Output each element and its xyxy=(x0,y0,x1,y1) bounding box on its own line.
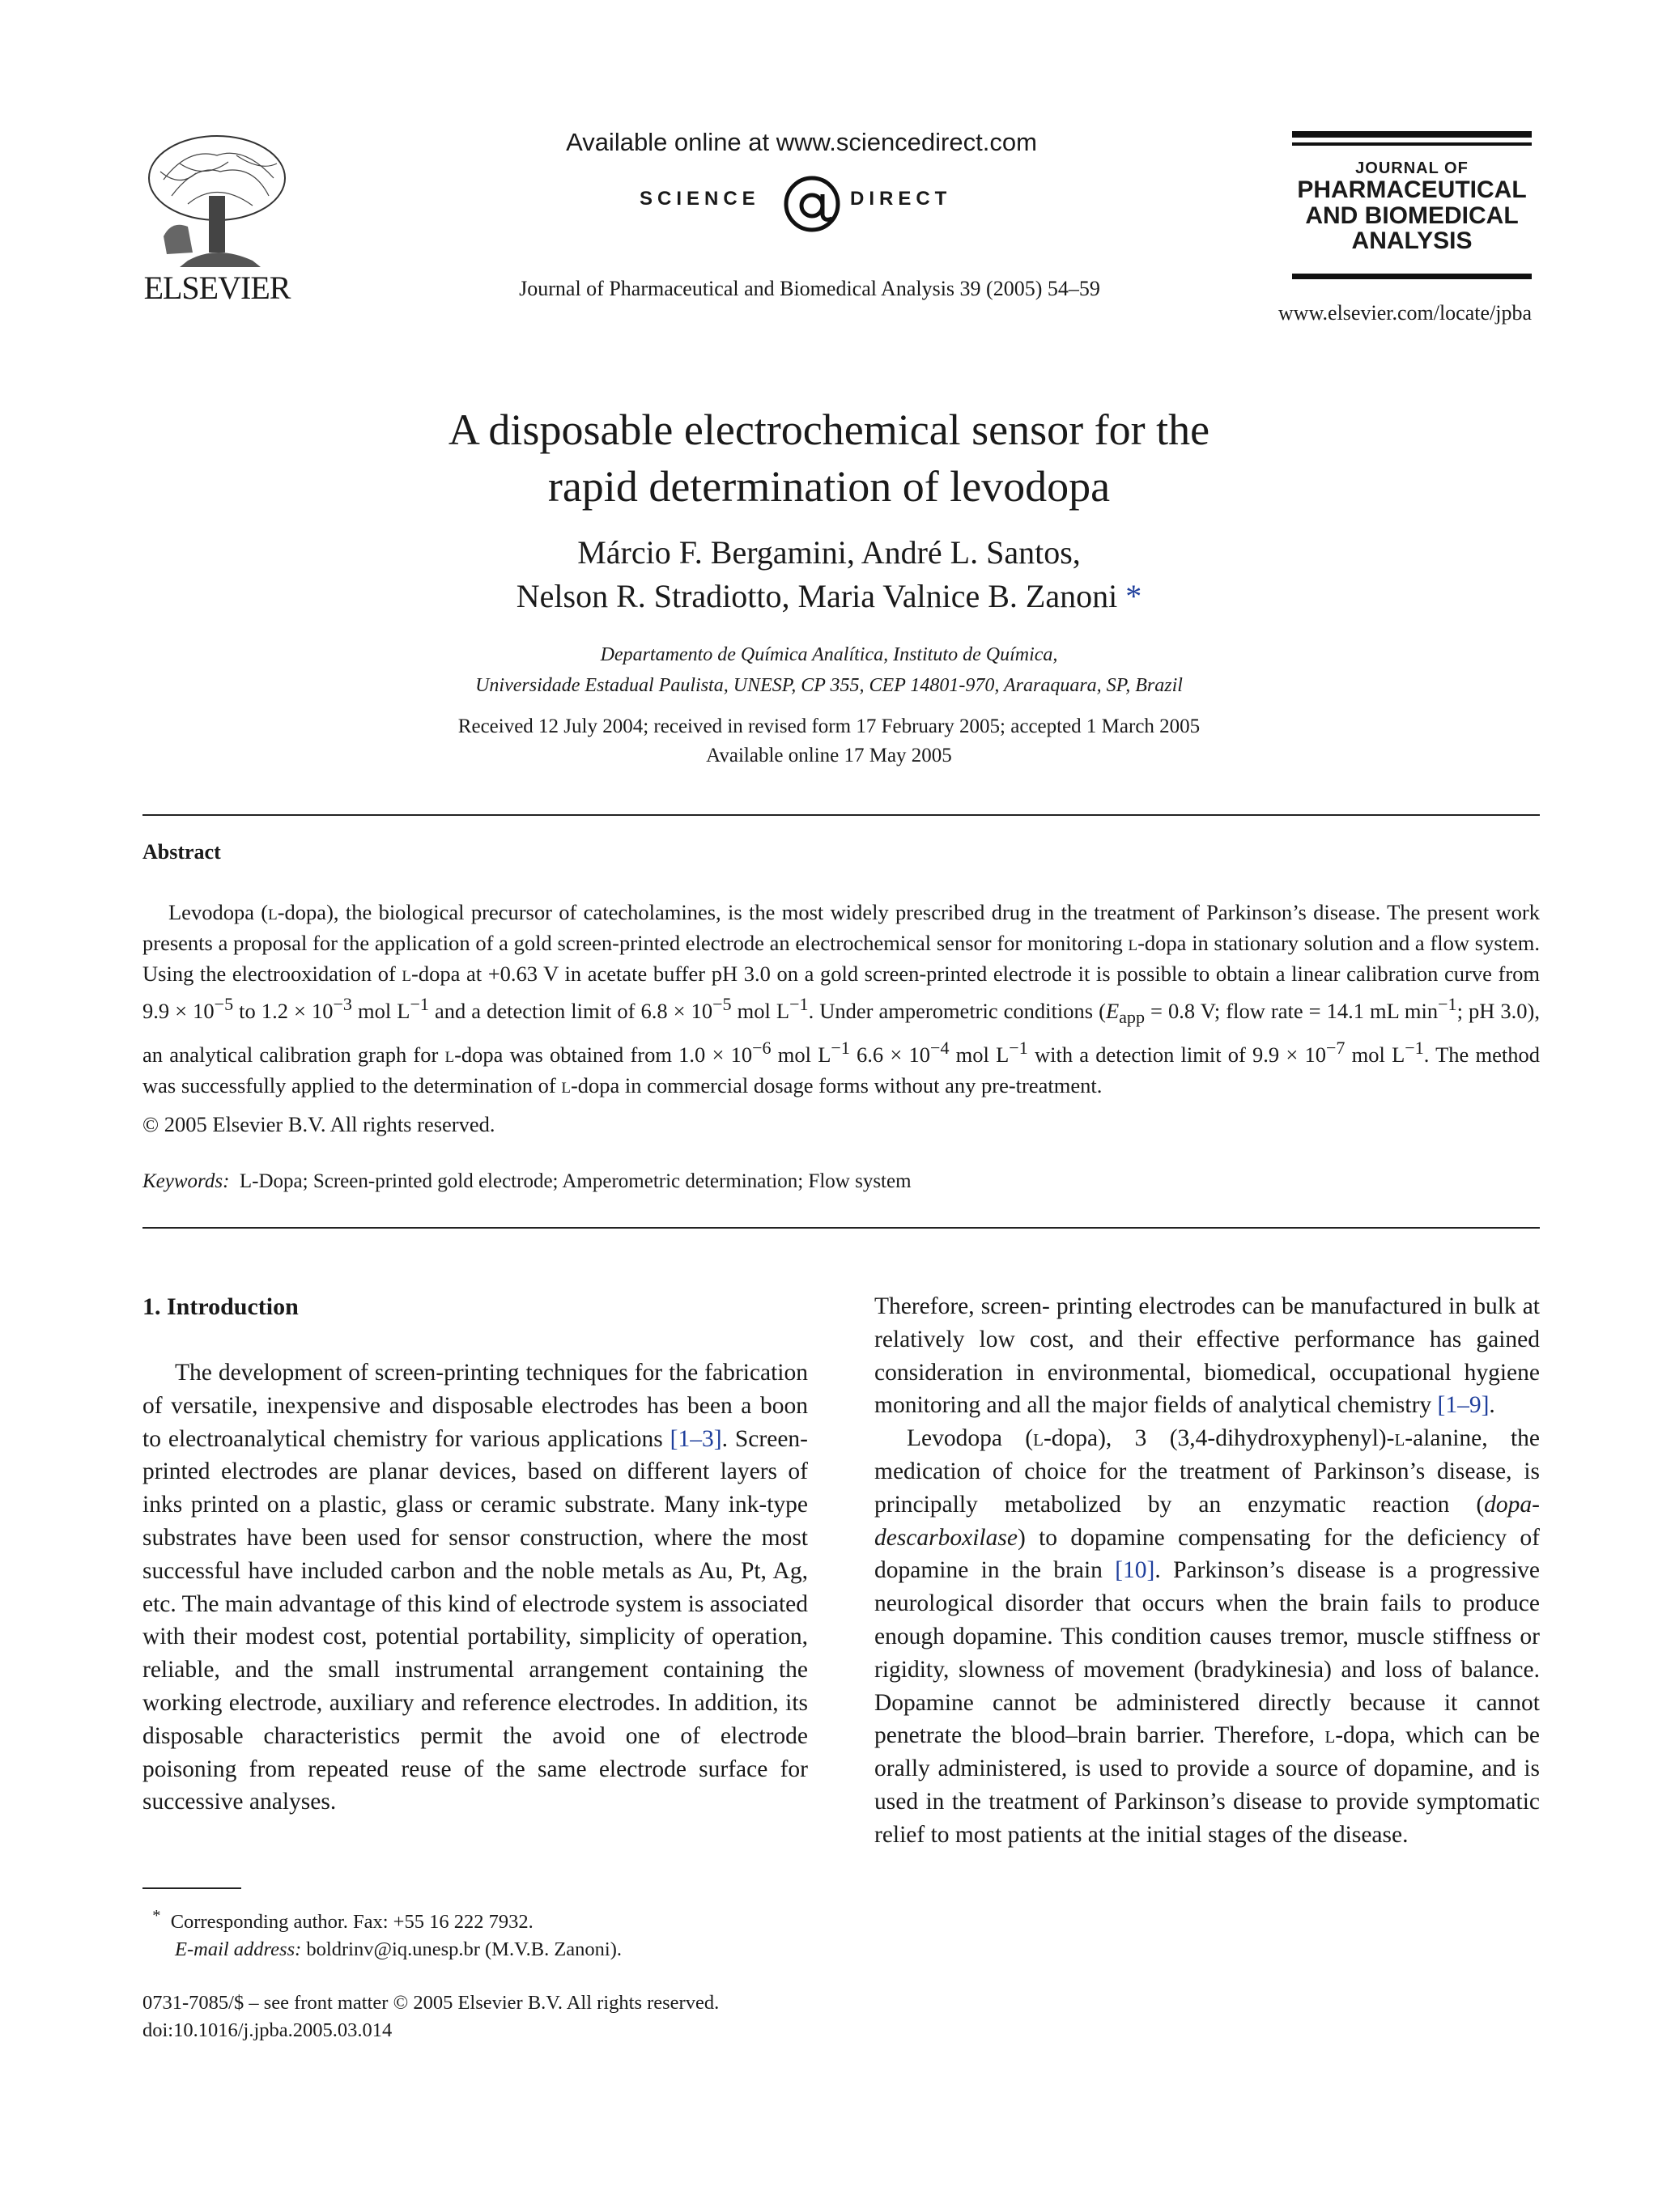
footnote xyxy=(142,1902,808,1964)
journal-brand xyxy=(1292,160,1532,254)
abstract-rule-bottom xyxy=(142,1227,1540,1229)
title-line-2: rapid determination of levodopa xyxy=(547,462,1111,511)
affiliation-line-1: Departamento de Química Analítica, Instituto de Química, xyxy=(600,644,1058,665)
sd-right-word: DIRECT xyxy=(850,188,952,210)
footnote-line-1: * Corresponding author. Fax: +55 16 222 7932. xyxy=(152,1907,534,1934)
journal-rule-top xyxy=(1292,131,1532,138)
citation-link[interactable]: [1–3] xyxy=(670,1425,722,1452)
doi-line[interactable]: doi:10.1016/j.jpba.2005.03.014 xyxy=(142,2019,393,2041)
authors-line-2 xyxy=(227,575,1431,618)
issn-line: 0731-7085/$ – see front matter © 2005 Elsevier B.V. All rights reserved. xyxy=(142,1992,720,2014)
publisher-name: ELSEVIER xyxy=(143,270,291,306)
received-dates: Received 12 July 2004; received in revised form 17 February 2005; accepted 1 March 2005 xyxy=(457,715,1201,737)
journal-brand-line2: PHARMACEUTICAL xyxy=(1297,176,1527,203)
journal-url[interactable]: www.elsevier.com/locate/jpba xyxy=(1278,301,1532,325)
journal-brand-line3: AND BIOMEDICAL xyxy=(1305,202,1519,229)
at-sign-icon xyxy=(776,170,848,235)
abstract-rule-top xyxy=(142,814,1540,816)
front-matter xyxy=(142,1989,871,2044)
journal-brand-line1: JOURNAL OF xyxy=(1355,159,1469,177)
corresponding-author-note: Corresponding author. Fax: +55 16 222 7932. xyxy=(170,1911,534,1934)
sciencedirect-logo xyxy=(640,170,996,235)
affiliation-line-2: Universidade Estadual Paulista, UNESP, CP 355, CEP 14801-970, Araraquara, SP, Brazil xyxy=(475,675,1183,696)
title-line-1: A disposable electrochemical sensor for the xyxy=(448,405,1210,454)
author-list xyxy=(227,531,1431,618)
online-date: Available online 17 May 2005 xyxy=(706,745,952,766)
email-address[interactable]: boldrinv@iq.unesp.br (M.V.B. Zanoni). xyxy=(306,1938,623,1961)
keywords xyxy=(142,1170,1540,1193)
corresponding-author-marker[interactable]: * xyxy=(1117,578,1142,614)
keywords-label: Keywords: xyxy=(142,1170,230,1192)
citation-link[interactable]: [1–9] xyxy=(1437,1392,1490,1419)
citation-link[interactable]: [10] xyxy=(1115,1557,1155,1584)
keywords-text: L-Dopa; Screen-printed gold electrode; Amperometric determination; Flow system xyxy=(239,1170,912,1192)
footnote-rule xyxy=(142,1887,241,1889)
journal-rule-top-thin xyxy=(1292,142,1532,146)
journal-rule-bottom xyxy=(1292,274,1532,279)
authors-line-2-text: Nelson R. Stradiotto, Maria Valnice B. Zanoni xyxy=(516,578,1118,614)
footnote-line-2 xyxy=(142,1936,808,1964)
body-column-right: Therefore, screen- printing electrodes can be manufactured in bulk at relatively low cost, and their effective performance has gained consideration in environmental, biomedical, occupational hygiene monitoring and all the major fields of analytical chemistry [1–9]. Levodopa (l-dopa), 3 (3,4-dihydroxyphenyl)-l-alanine, the medication of choice for the treatment of Parkinson’s disease, is principally metabolized by an enzymatic reaction (dopa-descarboxilase) to dopamine compensating for the deficiency of dopamine in the brain [10]. Parkinson’s disease is a progressive neurological disorder that occurs when the brain fails to produce enough dopamine. This condition causes tremor, muscle stiffness or rigidity, slowness of movement (bradykinesia) and loss of balance. Dopamine cannot be administered directly because it cannot penetrate the blood–brain barrier. Therefore, l-dopa, which can be orally administered, is used to provide a source of dopamine, and is used in the treatment of Parkinson’s disease to provide symptomatic relief to most patients at the initial stages of the disease. xyxy=(874,1293,1541,1848)
journal-brand-line4: ANALYSIS xyxy=(1351,227,1473,254)
abstract-body: Levodopa (l-dopa), the biological precursor of catecholamines, is the most widely prescribed drug in the treatment of Parkinson’s disease. The present work presents a proposal for the application of a gold screen-printed electrode an electrochemical sensor for monitoring l-dopa in stationary solution and a flow system. Using the electrooxidation of l-dopa at +0.63 V in acetate buffer pH 3.0 on a gold screen-printed electrode it is possible to obtain a linear calibration curve from $9.9 \times 10^{-5}$ to $1.2 \times 10^{-3}$ mol $L^{-1}$ and a detection limit of $6.8 \times 10^{-5}$ mol $L^{-1}$. Under amperometric conditions ($E_{app} = 0.8$ V; flow rate = 14.1 mL $\min^{-1}$; pH 3.0), an analytical calibration graph for l-dopa was obtained from $1.0 \times 10^{-6}$ mol $L^{-1}$ $6.6 \times 10^{-4}$ mol $L^{-1}$ with a detection limit of $9.9 \times 10^{-7}$ mol $L^{-1}$. The method was successfully applied to the determination of l-dopa in commercial dosage forms without any pre-treatment. xyxy=(142,900,1540,1098)
body-column-left: The development of screen-printing techniques for the fabrication of versatile, inexpensive and disposable electrodes has been a boon to electroanalytical chemistry for various applications [1–3]. Screen-printed electrodes are planar devices, based on different layers of inks printed on a plastic, glass or ceramic substrate. Many ink-type substrates have been used for sensor construction, where the most successful have included carbon and the noble metals as Au, Pt, Ag, etc. The main advantage of this kind of electrode system is associated with their modest cost, potential portability, simplicity of operation, reliable, and the small instrumental arrangement containing the working electrode, auxiliary and reference electrodes. In addition, its disposable characteristics permit the avoid one of electrode poisoning from repeated reuse of the same electrode surface for successive analyses. xyxy=(142,1360,808,1815)
journal-citation: Journal of Pharmaceutical and Biomedical Analysis 39 (2005) 54–59 xyxy=(519,277,1100,300)
affiliation xyxy=(227,639,1431,701)
available-online-text: Available online at www.sciencedirect.com xyxy=(566,128,1037,156)
abstract-copyright: © 2005 Elsevier B.V. All rights reserved. xyxy=(142,1112,495,1136)
abstract-heading: Abstract xyxy=(142,840,221,864)
email-label: E-mail address: xyxy=(175,1938,302,1961)
sd-left-word: SCIENCE xyxy=(640,188,760,210)
article-title xyxy=(227,401,1431,515)
authors-line-1: Márcio F. Bergamini, André L. Santos, xyxy=(577,534,1081,571)
section-heading-introduction: 1. Introduction xyxy=(142,1293,299,1320)
article-history xyxy=(227,712,1431,771)
